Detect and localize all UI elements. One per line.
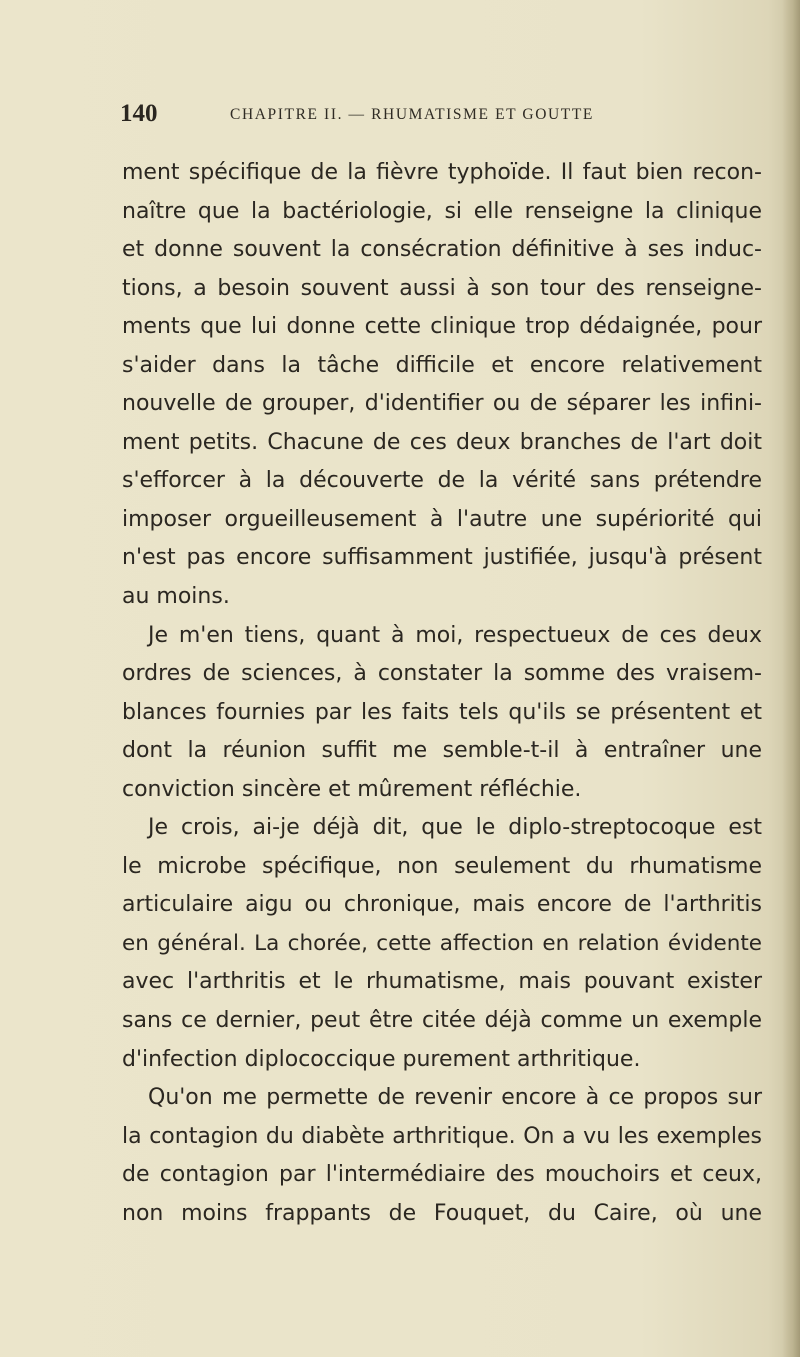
body-text xyxy=(122,154,762,1233)
text-line: articulaire aigu ou chronique, mais encore de l'arthritis xyxy=(122,892,762,918)
paragraph-start: Qu'on me permette de revenir encore à ce propos sur xyxy=(148,1085,762,1111)
text-line: nouvelle de grouper, d'identifier ou de séparer les infini- xyxy=(122,391,762,417)
text-line: ments que lui donne cette clinique trop dédaignée, pour xyxy=(122,314,762,340)
text-line: dont la réunion suffit me semble-t-il à entraîner une xyxy=(122,738,762,764)
text-line: et donne souvent la consécration définitive à ses induc- xyxy=(122,237,762,263)
text-line: d'infection diplococcique purement arthritique. xyxy=(122,1046,641,1072)
text-line: sans ce dernier, peut être citée déjà comme un exemple xyxy=(122,1008,762,1034)
chapter-title: CHAPITRE II. — RHUMATISME ET GOUTTE xyxy=(230,106,594,123)
text-line: au moins. xyxy=(122,584,230,610)
text-line: de contagion par l'intermédiaire des mouchoirs et ceux, xyxy=(122,1162,762,1188)
text-line: s'efforcer à la découverte de la vérité sans prétendre xyxy=(122,468,762,494)
text-line: la contagion du diabète arthritique. On a vu les exemples xyxy=(122,1123,762,1149)
paragraph-start: Je m'en tiens, quant à moi, respectueux de ces deux xyxy=(148,622,762,648)
paragraph-start: Je crois, ai-je déjà dit, que le diplo-streptocoque est xyxy=(148,815,762,841)
page-number: 140 xyxy=(120,100,158,127)
text-line: naître que la bactériologie, si elle renseigne la clinique xyxy=(122,198,762,224)
text-line: blances fournies par les faits tels qu'ils se présentent et xyxy=(122,699,762,725)
text-line: non moins frappants de Fouquet, du Caire, où une xyxy=(122,1200,762,1226)
running-head xyxy=(120,100,680,140)
text-line: en général. La chorée, cette affection en relation évidente xyxy=(122,930,762,956)
text-line: conviction sincère et mûrement réfléchie. xyxy=(122,776,582,802)
text-line: ment petits. Chacune de ces deux branches de l'art doit xyxy=(122,429,762,455)
text-line: n'est pas encore suffisamment justifiée, jusqu'à présent xyxy=(122,545,762,571)
text-line: ordres de sciences, à constater la somme des vraisem- xyxy=(122,661,762,687)
text-line: avec l'arthritis et le rhumatisme, mais pouvant exister xyxy=(122,969,762,995)
text-line: le microbe spécifique, non seulement du rhumatisme xyxy=(122,853,762,879)
text-line: s'aider dans la tâche difficile et encore relativement xyxy=(122,352,762,378)
text-line: ment spécifique de la fièvre typhoïde. Il faut bien recon- xyxy=(122,160,762,185)
text-line: imposer orgueilleusement à l'autre une supériorité qui xyxy=(122,506,762,532)
text-line: tions, a besoin souvent aussi à son tour des renseigne- xyxy=(122,275,762,301)
page-edge-shadow xyxy=(782,0,800,1357)
